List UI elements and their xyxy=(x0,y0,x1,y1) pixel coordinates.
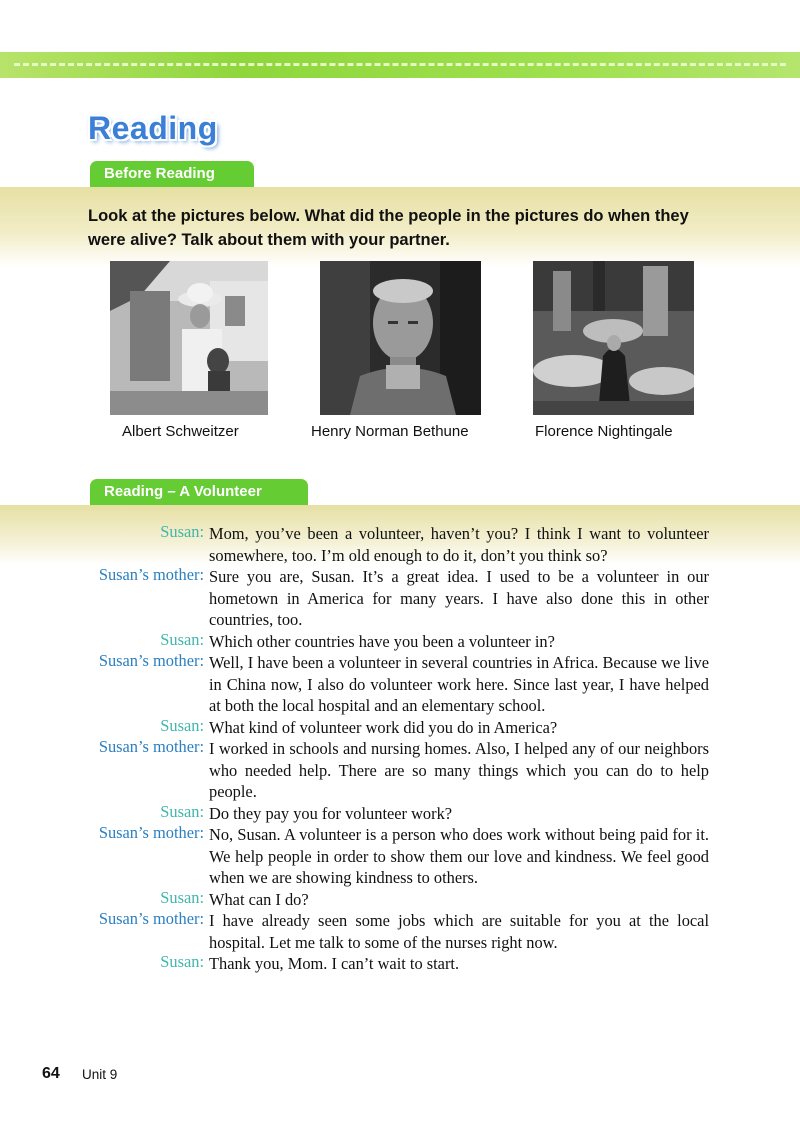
dialogue-turn xyxy=(0,717,800,739)
dialogue-turn xyxy=(0,631,800,653)
speaker-label: Susan’s mother: xyxy=(98,651,204,670)
dialogue-turn xyxy=(0,889,800,911)
band-stitch-line xyxy=(14,63,786,66)
decorative-top-band xyxy=(0,52,800,78)
photo-albert-schweitzer xyxy=(110,261,268,415)
photo-florence-nightingale xyxy=(533,261,694,415)
tab-before-reading: Before Reading xyxy=(90,161,254,187)
dialogue xyxy=(0,523,800,975)
unit-label: Unit 9 xyxy=(82,1067,118,1082)
dialogue-line: Do they pay you for volunteer work? xyxy=(209,803,453,823)
dialogue-line: What kind of volunteer work did you do in America? xyxy=(209,717,558,737)
speaker-label: Susan: xyxy=(160,887,204,907)
speaker-label: Susan’s mother: xyxy=(98,909,204,928)
speaker-label: Susan’s mother: xyxy=(98,737,204,756)
dialogue-line: Which other countries have you been a volunteer in? xyxy=(209,631,555,651)
speaker-label: Susan’s mother: xyxy=(98,823,204,842)
dialogue-line: Sure you are, Susan. It’s a great idea. I used to be a volunteer in our hometown in America for many years. I have also done this in other countries, too. xyxy=(209,567,709,629)
speaker-label: Susan: xyxy=(160,715,204,735)
dialogue-turn xyxy=(0,738,800,803)
dialogue-turn xyxy=(0,652,800,717)
speaker-label: Susan: xyxy=(160,522,204,541)
dialogue-turn xyxy=(0,566,800,631)
speaker-label: Susan: xyxy=(160,801,204,821)
dialogue-turn xyxy=(0,523,800,566)
dialogue-line: What can I do? xyxy=(209,889,309,909)
dialogue-line: Thank you, Mom. I can’t wait to start. xyxy=(209,954,460,973)
dialogue-line: I have already seen some jobs which are suitable for you at the local hospital. Let me talk to some of the nurses right now. xyxy=(209,911,709,952)
speaker-label: Susan: xyxy=(160,952,204,971)
dialogue-line: I worked in schools and nursing homes. Also, I helped any of our neighbors who needed help. There are so many things which you can do to help people. xyxy=(209,739,709,801)
dialogue-turn xyxy=(0,803,800,825)
caption-albert-schweitzer: Albert Schweitzer xyxy=(122,423,239,440)
section-title: Reading xyxy=(88,110,218,146)
dialogue-turn xyxy=(0,953,800,975)
before-reading-instruction: Look at the pictures below. What did the people in the pictures do when they were alive? Talk about them with your partner. xyxy=(88,207,689,249)
dialogue-turn xyxy=(0,824,800,889)
speaker-label: Susan: xyxy=(160,629,204,649)
tab-reading-a-volunteer: Reading – A Volunteer xyxy=(90,479,308,505)
caption-henry-norman-bethune: Henry Norman Bethune xyxy=(311,423,469,440)
dialogue-turn xyxy=(0,910,800,953)
dialogue-line: No, Susan. A volunteer is a person who does work without being paid for it. We help people in order to show them our love and kindness. We feel good when we are showing kindness to others. xyxy=(209,825,709,887)
dialogue-line: Mom, you’ve been a volunteer, haven’t you? I think I want to volunteer somewhere, too. I’m old enough to do it, don’t you think so? xyxy=(209,524,709,565)
dialogue-line: Well, I have been a volunteer in several countries in Africa. Because we live in China now, I also do volunteer work here. Since last year, I have helped at both the local hospital and an elementary school. xyxy=(209,653,709,715)
caption-florence-nightingale: Florence Nightingale xyxy=(535,423,673,440)
photo-henry-norman-bethune xyxy=(320,261,481,415)
page-number: 64 xyxy=(42,1065,60,1082)
speaker-label: Susan’s mother: xyxy=(98,565,204,584)
